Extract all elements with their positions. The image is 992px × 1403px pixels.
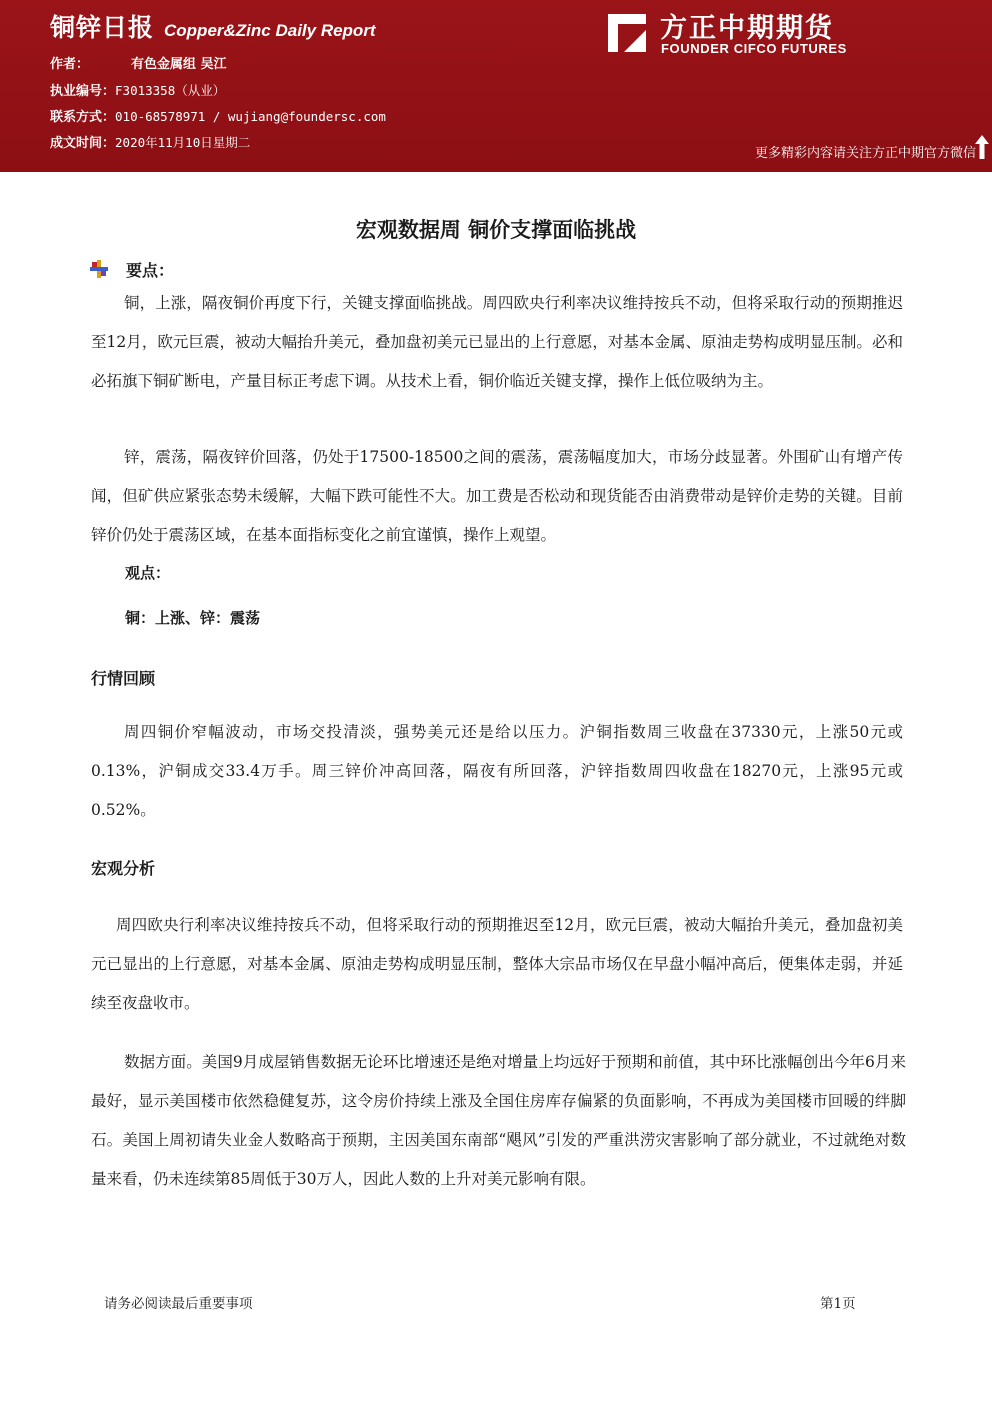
macro-analysis-heading: 宏观分析 xyxy=(91,859,156,878)
report-header-banner xyxy=(0,0,992,172)
meta-contact xyxy=(50,104,386,130)
report-meta xyxy=(50,52,386,156)
page-number: 第1页 xyxy=(820,1296,856,1312)
page-title: 宏观数据周 铜价支撑面临挑战 xyxy=(355,218,637,242)
footer-notice: 请务必阅读最后重要事项 xyxy=(104,1296,253,1312)
report-title-en: Copper&Zinc Daily Report xyxy=(164,21,376,40)
meta-author-value: 有色金属组 吴江 xyxy=(131,57,227,72)
up-arrow-icon xyxy=(974,134,990,160)
view-value: 铜：上涨、锌：震荡 xyxy=(125,609,261,627)
meta-author xyxy=(50,52,386,78)
colorful-bullet-icon xyxy=(90,260,108,278)
view-label: 观点： xyxy=(125,564,171,582)
founder-logo-icon xyxy=(604,10,650,56)
copper-summary-paragraph: 铜，上涨，隔夜铜价再度下行，关键支撑面临挑战。周四欧央行利率决议维持按兵不动，但将采取行动的预期推迟至12月，欧元巨震，被动大幅抬升美元，叠加盘初美元已显出的上行意愿，对基本金属、原油走势构成明显压制。必和必拓旗下铜矿断电，产量目标正考虑下调。从技术上看，铜价临近关键支撑，操作上低位吸纳为主。 xyxy=(91,294,903,390)
meta-contact-value: 010-68578971 / wujiang@foundersc.com xyxy=(115,109,386,124)
company-logo xyxy=(604,8,864,60)
meta-date xyxy=(50,130,386,156)
meta-license-key: 执业编号： xyxy=(50,84,116,99)
macro-paragraph-1: 周四欧央行利率决议维持按兵不动，但将采取行动的预期推迟至12月，欧元巨震，被动大幅抬升美元，叠加盘初美元已显出的上行意愿，对基本金属、原油走势构成明显压制，整体大宗品市场仅在早盘小幅冲高后，便集体走弱，并延续至夜盘收市。 xyxy=(91,916,903,1012)
meta-license-value: F3013358（从业） xyxy=(115,83,226,98)
meta-date-value: 2020年11月10日星期二 xyxy=(115,135,251,150)
logo-text-en: FOUNDER CIFCO FUTURES xyxy=(661,41,847,56)
keypoints-label: 要点： xyxy=(126,261,175,280)
market-review-paragraph: 周四铜价窄幅波动，市场交投清淡，强势美元还是给以压力。沪铜指数周三收盘在37330元，上涨50元或0.13%，沪铜成交33.4万手。周三锌价冲高回落，隔夜有所回落，沪锌指数周四收盘在18270元，上涨95元或0.52%。 xyxy=(91,723,903,819)
meta-author-key: 作者： xyxy=(50,57,90,72)
macro-paragraph-2: 数据方面。美国9月成屋销售数据无论环比增速还是绝对增量上均远好于预期和前值，其中环比涨幅创出今年6月来最好，显示美国楼市依然稳健复苏，这令房价持续上涨及全国住房库存偏紧的负面影响，不再成为美国楼市回暖的绊脚石。美国上周初请失业金人数略高于预期，主因美国东南部“飓风”引发的严重洪涝灾害影响了部分就业，不过就绝对数量来看，仍未连续第85周低于30万人，因此人数的上升对美元影响有限。 xyxy=(91,1053,906,1188)
market-review-heading: 行情回顾 xyxy=(91,669,156,688)
report-title-cn: 铜锌日报 xyxy=(50,13,155,42)
zinc-summary-paragraph: 锌，震荡，隔夜锌价回落，仍处于17500-18500之间的震荡，震荡幅度加大，市场分歧显著。外围矿山有增产传闻，但矿供应紧张态势未缓解，大幅下跌可能性不大。加工费是否松动和现货能否由消费带动是锌价走势的关键。目前锌价仍处于震荡区域，在基本面指标变化之前宜谨慎，操作上观望。 xyxy=(91,448,903,544)
meta-license xyxy=(50,78,386,104)
follow-wechat-text: 更多精彩内容请关注方正中期官方微信 xyxy=(754,146,976,161)
logo-text-cn: 方正中期期货 xyxy=(660,13,834,44)
report-title-block xyxy=(50,8,376,44)
meta-date-key: 成文时间： xyxy=(50,136,116,151)
meta-contact-key: 联系方式： xyxy=(50,110,116,125)
